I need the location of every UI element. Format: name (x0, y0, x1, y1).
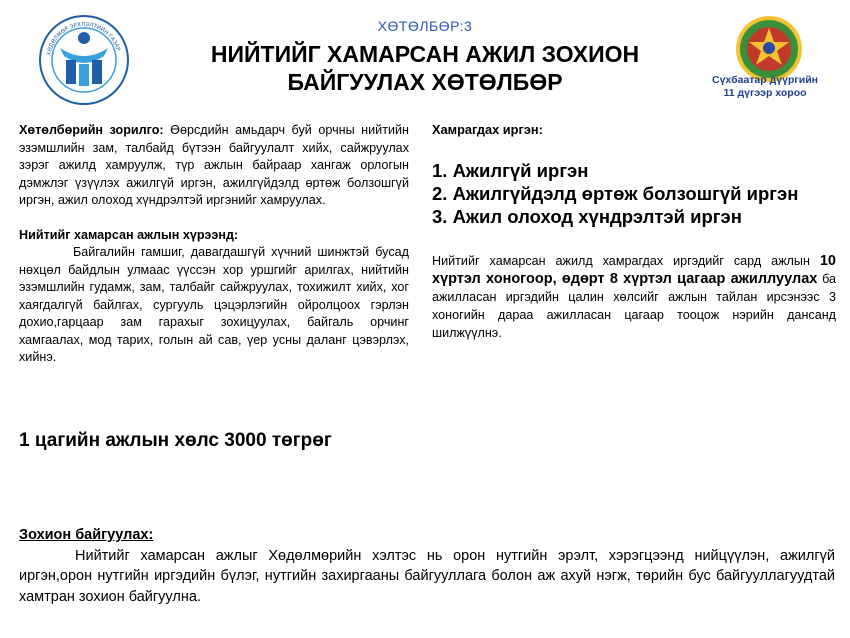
svg-text:ХӨДӨЛМӨР ЭРХЛЭЛТИЙН ГАЗАР: ХӨДӨЛМӨР ЭРХЛЭЛТИЙН ГАЗАР (46, 21, 121, 57)
scope-text: Байгалийн гамшиг, давагдашгүй хүчний шинжтэй бусад нөхцөл байдлын улмаас үүссэн хор уршгийг арилгах, нийтийн эзэмшлийн гудамж, зам, талбайг сайжруулах, тохижилт хийх, хог хаягдалгүй байлгах, сургууль цэцэрлэгийн ойролцоох гэрлэн дохио,гарцаар зам гарахыг зохицуулах, байгаль орчинг хамгаалах, мод тарих, голын ай сав, үер усны даланг цэвэрлэх, хийнэ. (19, 245, 409, 364)
target-group-item: 3. Ажил олоход хүндрэлтэй иргэн (432, 206, 742, 227)
target-group-item: 1. Ажилгүй иргэн (432, 160, 589, 181)
participation-text-1: Нийтийг хамарсан ажилд хамрагдах иргэдийг сард ажлын (432, 254, 820, 268)
organize-text: Нийтийг хамарсан ажлыг Хөдөлмөрийн хэлтэс нь орон нутгийн эрэлт, хэрэгцээнд нийцүүлэн, ажилгүй иргэн,орон нутгийн иргэдийн бүлэг, нутгийн захиргааны байгууллага болон аж ахуй нэгж, төрийн бус байгууллагуудтай хамтран зохион байгуулна. (19, 547, 835, 605)
right-column (432, 122, 836, 342)
goal-paragraph (19, 122, 409, 210)
district-caption-line-1: Сүхбаатар дүүргийн (712, 74, 818, 86)
participation-paragraph (432, 252, 836, 342)
program-number: ХӨТӨЛБӨР:3 (377, 18, 473, 34)
organize-section (19, 525, 835, 607)
target-label: Хамрагдах иргэн: (432, 122, 543, 137)
participation-highlight: 10 хүртэл хоногоор, өдөрт 8 хүртэл цагаар ажиллуулах (432, 253, 836, 287)
scope-label: Нийтийг хамарсан ажлын хүрээнд: (19, 227, 239, 242)
target-group-item: 2. Ажилгүйдэлд өртөж болзошгүй иргэн (432, 183, 799, 204)
goal-text: Өөрсдийн амьдарч буй орчны нийтийн эзэмшлийн зам, талбайд бүтээн байгуулалт хийх, сайжруулах зэрэг ажилд хамруулж, түр ажлын байраар хангаж орлогын дэмжлэг үзүүлэх ажилгүй иргэн, ажилгүйдэлд өртөж болзошгүй иргэн, ажил олоход хүндрэлтэй иргэнийг хамруулах. (19, 123, 409, 207)
left-column (19, 122, 409, 367)
district-caption-line-2: 11 дүгээр хороо (723, 87, 807, 99)
hourly-wage: 1 цагийн ажлын хөлс 3000 төгрөг (19, 430, 332, 451)
page-title: НИЙТИЙГ ХАМАРСАН АЖИЛ ЗОХИОН БАЙГУУЛАХ ХӨТӨЛБӨР (210, 41, 640, 95)
district-caption (700, 74, 830, 100)
participation-text-2: ба ажилласан иргэдийн цалин хөлсийг ажлын тайлан ирсэнээс 3 хоногийн дараа ажилласан цагаар тооцож нэрийн дансанд шилжүүлнэ. (432, 272, 836, 340)
organize-label: Зохион байгуулах: (19, 527, 154, 543)
target-groups (432, 159, 836, 228)
goal-label: Хөтөлбөрийн зорилго: (19, 123, 164, 137)
